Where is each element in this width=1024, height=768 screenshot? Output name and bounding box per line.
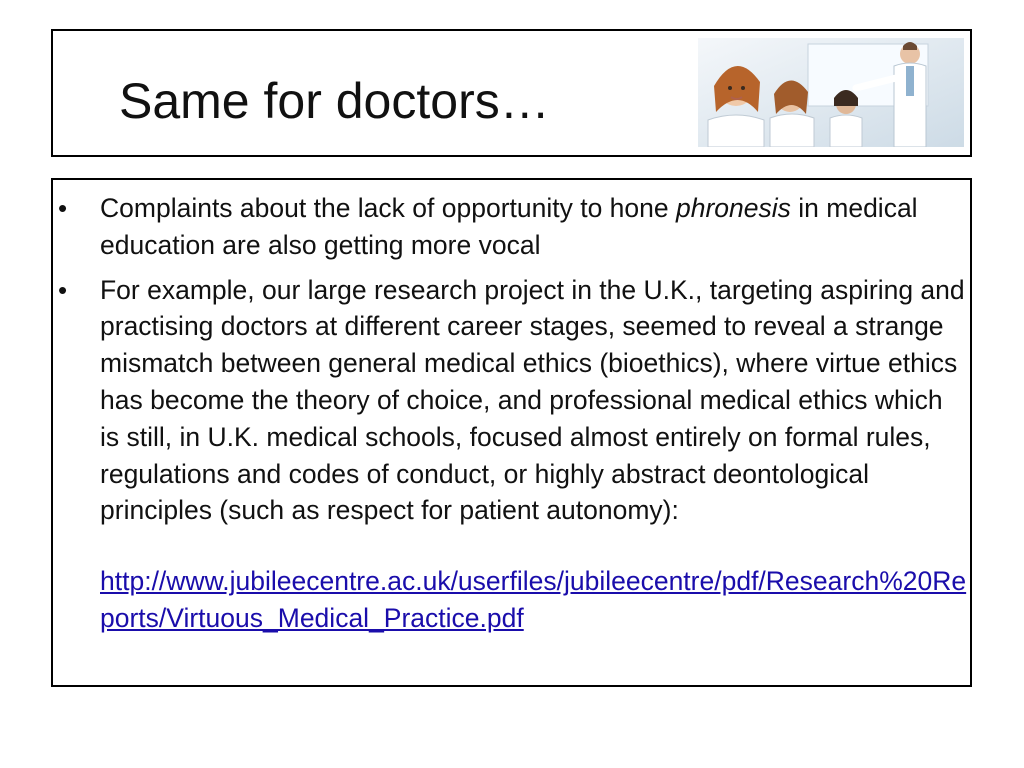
bullet-text: For example, our large research project in the U.K., targeting aspiring and practising doctors at different career stages, seemed to reveal a strange mismatch between general medical ethics (bioethics), where virtue ethics has become the theory of choice, and professional medical ethics which is still, in U.K. medical schools, focused almost entirely on formal rules, regulations and codes of conduct, or highly abstract deontological principles (such as respect for patient autonomy): [100, 274, 965, 526]
bullet-item-2 [58, 272, 968, 530]
bullet-text-end: in medical education are also getting more vocal [100, 193, 918, 260]
reference-paragraph [58, 563, 968, 637]
title-frame [51, 29, 972, 157]
bullet-icon: • [58, 193, 68, 223]
doctors-photo [698, 38, 964, 147]
bullet-text-start: Complaints about the lack of opportunity to hone [100, 193, 676, 223]
bullet-text-italic: phronesis [676, 193, 791, 223]
bullet-item-1 [58, 190, 968, 264]
slide-title: Same for doctors… [119, 73, 550, 129]
slide-content [58, 190, 968, 637]
reference-link[interactable]: http://www.jubileecentre.ac.uk/userfiles/jubileecentre/pdf/Research%20Reports/Virtuous_Medical_Practice.pdf [100, 566, 967, 633]
doctors-photo-illustration [698, 38, 964, 147]
bullet-icon: • [58, 274, 68, 305]
